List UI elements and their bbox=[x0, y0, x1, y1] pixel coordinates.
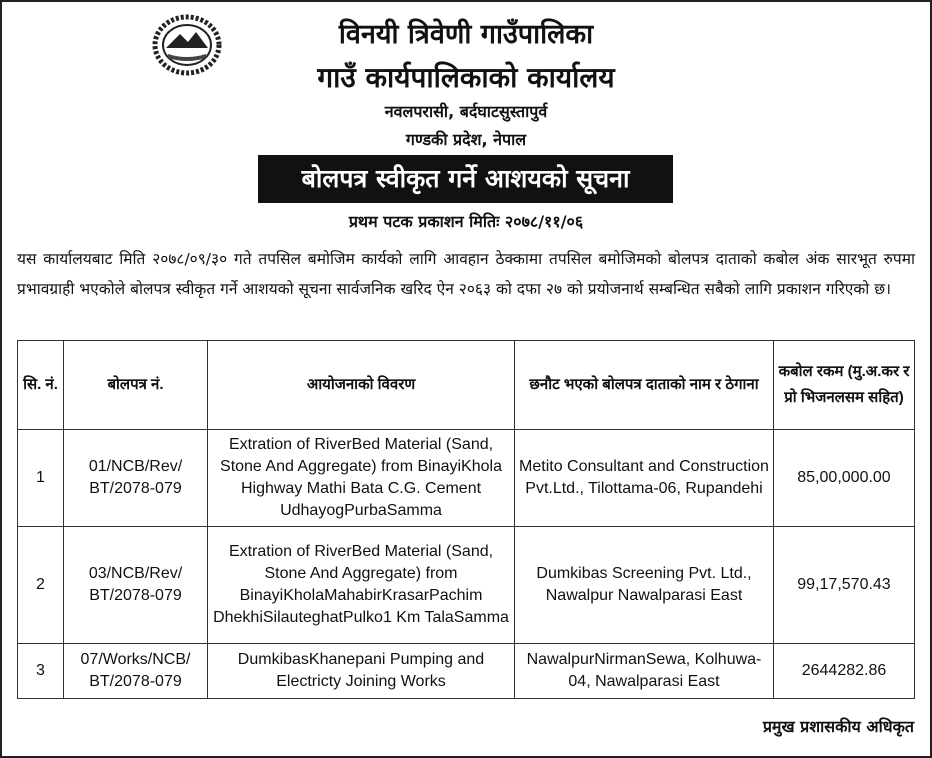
cell-description: Extration of RiverBed Material (Sand, Stone And Aggregate) from BinayiKhola Highway Mathi Bata C.G. Cement UdhayogPurbaSamma bbox=[208, 430, 515, 527]
notice-title: बोलपत्र स्वीकृत गर्ने आशयको सूचना bbox=[258, 155, 673, 203]
notice-body: यस कार्यालयबाट मिति २०७८/०९/३० गते तपसिल बमोजिम कार्यको लागि आवहान ठेक्कामा तपसिल बमोजिमको बोलपत्र दाताको कबोल अंक सारभूत रुपमा प्रभावग्राही भएकोले बोलपत्र स्वीकृत गर्ने आशयको सूचना सार्वजनिक खरिद ऐन २०६३ को दफा २७ को प्रयोजनार्थ सम्बन्धित सबैको लागि प्रकाशन गरिएको छ। bbox=[17, 250, 915, 298]
cell-sn: 2 bbox=[18, 527, 64, 644]
address-line-1: नवलपरासी, बर्दघाटसुस्तापुर्व bbox=[384, 102, 548, 121]
header-sn: सि. नं. bbox=[18, 341, 64, 430]
header-description: आयोजनाको विवरण bbox=[208, 341, 515, 430]
cell-bid-no: 03/NCB/Rev/ BT/2078-079 bbox=[64, 527, 208, 644]
bid-table bbox=[17, 340, 915, 699]
header-bidder: छनौट भएको बोलपत्र दाताको नाम र ठेगाना bbox=[515, 341, 774, 430]
cell-bidder: NawalpurNirmanSewa, Kolhuwa-04, Nawalparasi East bbox=[515, 644, 774, 699]
cell-bidder: Metito Consultant and Construction Pvt.Ltd., Tilottama-06, Rupandehi bbox=[515, 430, 774, 527]
cell-amount: 99,17,570.43 bbox=[774, 527, 915, 644]
cell-description: Extration of RiverBed Material (Sand, Stone And Aggregate) from BinayiKholaMahabirKrasarPachim DhekhiSilauteghatPulko1 Km TalaSamma bbox=[208, 527, 515, 644]
address-line-2: गण्डकी प्रदेश, नेपाल bbox=[405, 130, 527, 149]
cell-bid-no: 07/Works/NCB/ BT/2078-079 bbox=[64, 644, 208, 699]
cell-sn: 3 bbox=[18, 644, 64, 699]
signature-title: प्रमुख प्रशासकीय अधिकृत bbox=[762, 717, 914, 736]
table-header-row bbox=[18, 341, 915, 430]
header-amount: कबोल रकम (मु.अ.कर र प्रो भिजनलसम सहित) bbox=[774, 341, 915, 430]
cell-amount: 2644282.86 bbox=[774, 644, 915, 699]
cell-bid-no: 01/NCB/Rev/ BT/2078-079 bbox=[64, 430, 208, 527]
publish-date: प्रथम पटक प्रकाशन मितिः २०७८/११/०६ bbox=[348, 212, 584, 231]
organization-name: विनयी त्रिवेणी गाउँपालिका bbox=[338, 19, 594, 50]
header-bid-no: बोलपत्र नं. bbox=[64, 341, 208, 430]
table-row bbox=[18, 527, 915, 644]
cell-bidder: Dumkibas Screening Pvt. Ltd., Nawalpur Nawalparasi East bbox=[515, 527, 774, 644]
table-row bbox=[18, 644, 915, 699]
cell-amount: 85,00,000.00 bbox=[774, 430, 915, 527]
office-name: गाउँ कार्यपालिकाको कार्यालय bbox=[317, 61, 615, 94]
table-row bbox=[18, 430, 915, 527]
cell-description: DumkibasKhanepani Pumping and Electricty Joining Works bbox=[208, 644, 515, 699]
cell-sn: 1 bbox=[18, 430, 64, 527]
